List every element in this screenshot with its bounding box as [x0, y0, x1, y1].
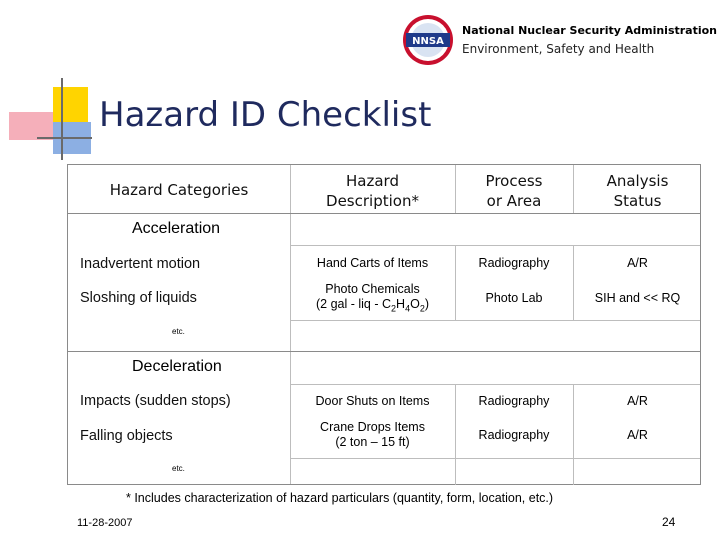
- formula-text: (2 gal - liq - C: [315, 297, 392, 311]
- row-divider: [68, 351, 700, 352]
- footnote: * Includes characterization of hazard particulars (quantity, form, location, etc.): [126, 491, 554, 505]
- row-divider: [68, 213, 700, 214]
- description-cell: [290, 282, 455, 317]
- row-divider: [290, 245, 700, 246]
- status-cell: A/R: [627, 394, 648, 408]
- slide-title: Hazard ID Checklist: [99, 95, 432, 135]
- process-cell: Radiography: [478, 428, 550, 442]
- header-line: Description*: [326, 192, 419, 210]
- footer-date: 11-28-2007: [77, 517, 133, 529]
- page-number: 24: [662, 515, 676, 529]
- section-acceleration: Acceleration: [132, 220, 221, 237]
- description-cell: Door Shuts on Items: [315, 394, 430, 408]
- header-hazard-categories: Hazard Categories: [109, 181, 249, 199]
- nnsa-logo: [398, 13, 460, 67]
- decor-horizontal-line: [37, 137, 92, 139]
- formula-text: H: [396, 297, 406, 311]
- row-divider: [290, 384, 700, 385]
- header-line: Status: [613, 192, 662, 210]
- section-deceleration: Deceleration: [132, 358, 222, 375]
- header-hazard-description: [290, 171, 455, 211]
- row-divider: [290, 458, 700, 459]
- category-sloshing-of-liquids: Sloshing of liquids: [80, 290, 197, 306]
- description-cell: Hand Carts of Items: [316, 256, 429, 270]
- org-name: National Nuclear Security Administration: [462, 24, 718, 37]
- process-cell: Radiography: [478, 394, 550, 408]
- decor-yellow-square: [53, 87, 88, 122]
- status-cell: SIH and << RQ: [594, 291, 681, 305]
- org-subtitle: Environment, Safety and Health: [462, 42, 655, 56]
- category-impacts: Impacts (sudden stops): [80, 393, 231, 409]
- hazard-table: [67, 164, 701, 485]
- row-divider: [290, 320, 700, 321]
- logo-text: NNSA: [412, 36, 444, 47]
- category-falling-objects: Falling objects: [80, 428, 173, 444]
- formula-subscript: 2: [391, 303, 397, 314]
- formula-text: O: [410, 297, 420, 311]
- description-line: (2 ton – 15 ft): [335, 435, 410, 449]
- description-cell: [290, 420, 455, 450]
- formula-text: ): [424, 297, 429, 311]
- header-line: Analysis: [606, 172, 669, 190]
- header-line: Process: [485, 172, 543, 190]
- description-line: Crane Drops Items: [320, 420, 425, 434]
- header-analysis-status: [573, 171, 702, 211]
- formula-subscript: 2: [419, 303, 425, 314]
- formula-subscript: 4: [405, 303, 411, 314]
- description-line: Photo Chemicals: [325, 282, 420, 296]
- category-inadvertent-motion: Inadvertent motion: [80, 256, 201, 272]
- header-line: Hazard: [346, 172, 399, 190]
- status-cell: A/R: [627, 428, 648, 442]
- process-cell: Radiography: [478, 256, 550, 270]
- etc-note: etc.: [172, 464, 185, 473]
- decor-pink-square: [9, 112, 53, 140]
- description-line-formula: [290, 297, 455, 317]
- status-cell: A/R: [627, 256, 648, 270]
- decor-vertical-line: [61, 78, 63, 160]
- header-process-area: [455, 171, 573, 211]
- etc-note: etc.: [172, 327, 185, 336]
- header-line: or Area: [486, 192, 542, 210]
- process-cell: Photo Lab: [485, 291, 543, 305]
